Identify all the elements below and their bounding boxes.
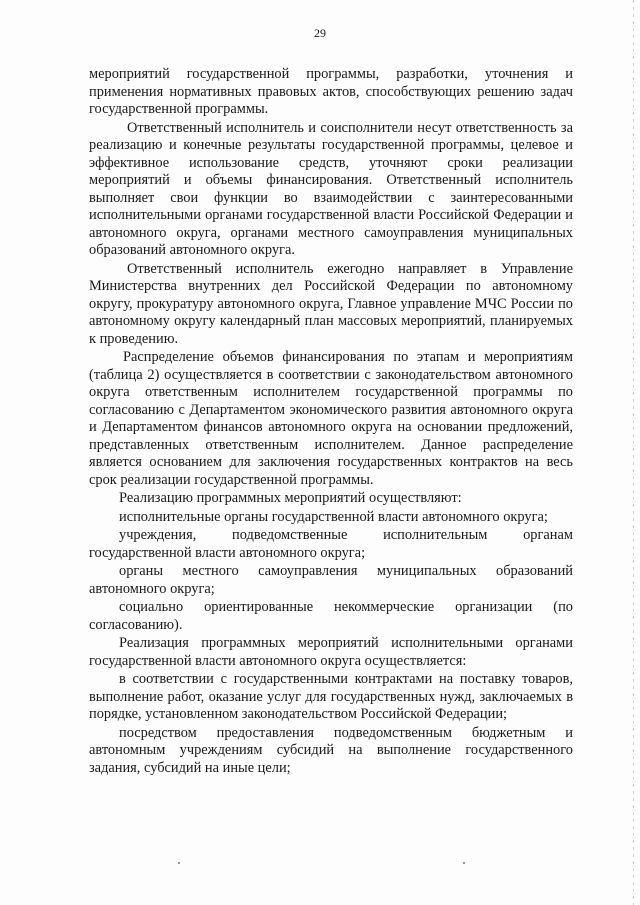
list-item-6: посредством предоставления подведомственным бюджетным и автономным учреждениям субсидий на выполнение государственного задания, субсидий на иные цели; xyxy=(89,724,573,776)
list-item-5: в соответствии с государственными контрактами на поставку товаров, выполнение работ, оказание услуг для государственных нужд, заключаемых в порядке, установленном законодательством Российской Федерации; xyxy=(89,671,573,722)
list-item-4: социально ориентированные некоммерческие организации (по согласованию). xyxy=(89,599,573,633)
document-body xyxy=(89,66,573,778)
scan-edge xyxy=(633,0,634,905)
list-item-2: учреждения, подведомственные исполнительным органам государственной власти автономного округа; xyxy=(89,527,573,561)
scan-speck xyxy=(463,862,465,864)
paragraph-2: Ответственный исполнитель и соисполнители несут ответственность за реализацию и конечные результаты государственной программы, целевое и эффективное использование средств, уточняют сроки реализации мероприятий и объемы финансирования. Ответственный исполнитель выполняет свои функции во взаимодействии с заинтересованными исполнительными органами государственной власти Российской Федерации и автономного округа, органами местного самоуправления муниципальных образований автономного округа. xyxy=(89,119,573,258)
page-number: 29 xyxy=(314,26,326,40)
scan-speck xyxy=(178,862,180,864)
paragraph-6: Реализация программных мероприятий исполнительными органами государственной власти автономного округа осуществляется: xyxy=(89,635,573,669)
paragraph-1: мероприятий государственной программы, разработки, уточнения и применения нормативных правовых актов, способствующих решению задач государственной программы. xyxy=(89,66,573,117)
list-item-1: исполнительные органы государственной власти автономного округа; xyxy=(119,508,548,525)
paragraph-5: Реализацию программных мероприятий осуществляют: xyxy=(119,490,462,506)
list-item-3: органы местного самоуправления муниципальных образований автономного округа; xyxy=(89,563,573,597)
paragraph-4: Распределение объемов финансирования по этапам и мероприятиям (таблица 2) осуществляется в соответствии с законодательством автономного округа ответственным исполнителем государственной программы по согласованию с Департаментом экономического развития автономного округа и Департаментом финансов автономного округа на основании предложений, представленных ответственным исполнителем. Данное распределение является основанием для заключения государственных контрактов на весь срок реализации государственной программы. xyxy=(89,349,573,488)
paragraph-3: Ответственный исполнитель ежегодно направляет в Управление Министерства внутренних дел Российской Федерации по автономному округу, прокуратуру автономного округа, Главное управление МЧС России по автономному округу календарный план массовых мероприятий, планируемых к проведению. xyxy=(89,260,573,347)
